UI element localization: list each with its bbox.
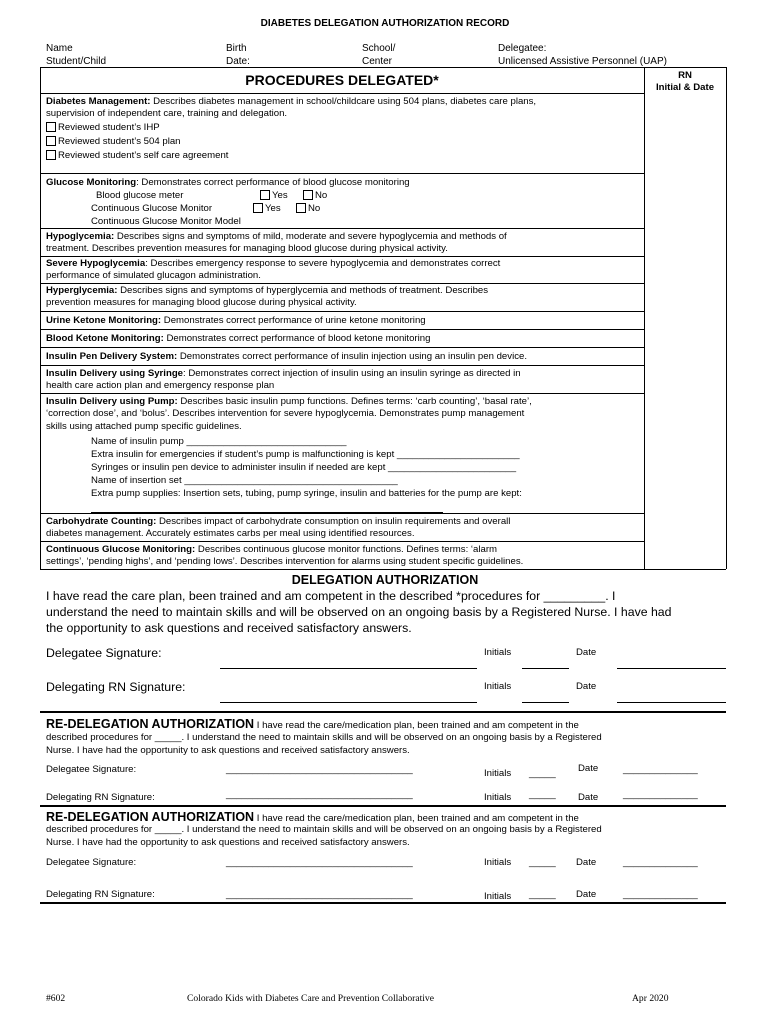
glucose-head: Glucose Monitoring: [46, 177, 137, 188]
redel1-initials-2: Initials: [484, 792, 512, 803]
redel2-date-1: Date: [576, 857, 597, 868]
row-divider: [40, 228, 644, 229]
footer-date: Apr 2020: [632, 993, 669, 1004]
pump-extra: Extra insulin for emergencies if student’s pump is malfunctioning is kept _______________________: [91, 449, 520, 460]
section-divider-3: [40, 902, 726, 904]
redel2-initials-line-2[interactable]: _____: [529, 889, 556, 900]
meter-no-label: No: [315, 190, 328, 201]
cgm-label: Continuous Glucose Monitor: [91, 203, 213, 214]
birth-label: Birth: [226, 43, 247, 54]
meter-no-checkbox[interactable]: [303, 190, 313, 200]
school-label: School/: [362, 43, 396, 54]
mgmt-text2: supervision of independent care, training and delegation.: [46, 108, 288, 119]
mgmt-line1: [46, 96, 642, 108]
urine-line: [46, 315, 642, 327]
pump-name: Name of insulin pump ______________________________: [91, 436, 347, 447]
redel2-rn-sig: Delegating RN Signature:: [46, 889, 155, 900]
meter-yes-label: Yes: [272, 190, 288, 201]
meter-yes: [260, 190, 288, 202]
procedures-title: PROCEDURES DELEGATED*: [245, 72, 439, 88]
delegatee-signature-line[interactable]: [220, 668, 477, 669]
name-label: Name: [46, 43, 73, 54]
table-right-border: [726, 67, 727, 569]
row-divider: [40, 513, 644, 514]
pump-line1: [46, 396, 642, 408]
hypo-head: Hypoglycemia:: [46, 231, 115, 242]
mgmt-head: Diabetes Management:: [46, 96, 151, 107]
syringe-head: Insulin Delivery using Syringe: [46, 368, 184, 379]
cgm-text2: settings’, ‘pending highs’, and ‘pending lows’. Describes intervention for alarms using student specific guidelines.: [46, 556, 524, 567]
pen-line: [46, 351, 642, 363]
redelegation-1-lead: I have read the care/medication plan, been trained and am competent in the: [254, 720, 579, 731]
pump-text3: skills using attached pump specific guidelines.: [46, 421, 242, 432]
cgm-yes-label: Yes: [265, 203, 281, 214]
urine-text: Demonstrates correct performance of urine ketone monitoring: [161, 315, 426, 326]
cgm-no-checkbox[interactable]: [296, 203, 306, 213]
hyper-text1: Describes signs and symptoms of hyperglycemia and methods of treatment. Describes: [117, 285, 489, 296]
meter-label: Blood glucose meter: [96, 190, 184, 201]
redel2-delegatee-sig: Delegatee Signature:: [46, 857, 137, 868]
redel2-initials-line-1[interactable]: _____: [529, 857, 556, 868]
severe-head: Severe Hypoglycemia: [46, 258, 146, 269]
blood-text: Demonstrates correct performance of blood ketone monitoring: [163, 333, 431, 344]
meter-yes-checkbox[interactable]: [260, 190, 270, 200]
birth-date-label: Date:: [226, 56, 250, 67]
syringe-text1: : Demonstrates correct injection of insulin using an insulin syringe as directed in: [183, 368, 521, 379]
carb-head: Carbohydrate Counting:: [46, 516, 157, 527]
selfcare-checkbox[interactable]: [46, 150, 56, 160]
cgm-no: [296, 203, 320, 215]
pump-text2: ‘correction dose’, and ‘bolus’. Describes intervention for severe hypoglycemia. Demonstrates pump management: [46, 408, 525, 419]
table-top-border: [40, 67, 726, 68]
footer-form-number: #602: [46, 993, 66, 1004]
redelegation-2-lead: I have read the care/medication plan, been trained and am competent in the: [254, 813, 579, 824]
glucose-text: : Demonstrates correct performance of blood glucose monitoring: [136, 177, 410, 188]
delegation-date-1: Date: [576, 647, 597, 658]
table-col-divider: [644, 67, 645, 569]
row-divider: [40, 365, 644, 366]
redel1-date-1: Date: [578, 763, 599, 774]
hyper-head: Hyperglycemia:: [46, 285, 118, 296]
redel1-date-line-2[interactable]: ______________: [623, 789, 698, 800]
severe-text2: performance of simulated glucagon administration.: [46, 270, 261, 281]
redelegation-1-title: RE-DELEGATION AUTHORIZATION: [46, 717, 255, 731]
cgm-head: Continuous Glucose Monitoring:: [46, 544, 196, 555]
table-bottom-border: [40, 569, 726, 570]
carb-text1: Describes impact of carbohydrate consumption on insulin requirements and overall: [156, 516, 511, 527]
redel2-initials-2: Initials: [484, 891, 512, 902]
redelegation-1-text3: Nurse. I have had the opportunity to ask questions and received satisfactory answers.: [46, 745, 410, 756]
redelegation-2-text3: Nurse. I have had the opportunity to ask questions and received satisfactory answers.: [46, 837, 410, 848]
table-left-border: [40, 67, 41, 569]
row-divider: [40, 256, 644, 257]
delegation-title: DELEGATION AUTHORIZATION: [291, 573, 479, 587]
mgmt-cb-row3: [46, 150, 642, 162]
pen-head: Insulin Pen Delivery System:: [46, 351, 178, 362]
hypo-line1: [46, 231, 642, 243]
ihp-checkbox[interactable]: [46, 122, 56, 132]
cgm-yes: [253, 203, 281, 215]
delegation-rn-sig: Delegating RN Signature:: [46, 680, 186, 694]
pump-site: Name of insertion set ________________________________________: [91, 475, 398, 486]
delegation-initials-2: Initials: [484, 681, 512, 692]
center-label: Center: [362, 56, 393, 67]
redel1-initials-line-1[interactable]: _____: [529, 768, 556, 779]
row-divider: [40, 173, 644, 174]
redel1-delegatee-line[interactable]: ___________________________________: [226, 764, 413, 775]
redelegation-1-line1: [46, 715, 579, 733]
cgm-line1: [46, 544, 642, 556]
pen-text: Demonstrates correct performance of insulin injection using an insulin pen device.: [177, 351, 527, 362]
rn-col-line2: Initial & Date: [655, 82, 715, 93]
row-divider: [40, 541, 644, 542]
hypo-text1: Describes signs and symptoms of mild, moderate and severe hypoglycemia and methods of: [114, 231, 507, 242]
delegation-date-2: Date: [576, 681, 597, 692]
row-divider: [40, 347, 644, 348]
delegation-text1: I have read the care plan, been trained and am competent in the described *procedures for _________. I: [46, 589, 616, 603]
delegation-text3: the opportunity to ask questions and received satisfactory answers.: [46, 621, 412, 635]
rn-date-line[interactable]: [617, 702, 726, 703]
plan504-checkbox[interactable]: [46, 136, 56, 146]
record-title: DIABETES DELEGATION AUTHORIZATION RECORD: [260, 18, 510, 29]
row-divider: [40, 283, 644, 284]
blood-line: [46, 333, 642, 345]
section-divider-1: [40, 711, 726, 713]
blood-head: Blood Ketone Monitoring:: [46, 333, 164, 344]
mgmt-cb-row2: [46, 136, 642, 148]
redelegation-2-text2: described procedures for _____. I understand the need to maintain skills and will be observed on an ongoing basis by a Registered: [46, 824, 602, 835]
redelegation-1-text2: described procedures for _____. I understand the need to maintain skills and will be observed on an ongoing basis by a Registered: [46, 732, 602, 743]
cgm-yes-checkbox[interactable]: [253, 203, 263, 213]
redel1-initials-line-2[interactable]: _____: [529, 789, 556, 800]
carb-line1: [46, 516, 642, 528]
cgm-no-label: No: [308, 203, 321, 214]
redel2-date-2: Date: [576, 889, 597, 900]
redel2-date-line-1[interactable]: ______________: [623, 857, 698, 868]
redel1-date-2: Date: [578, 792, 599, 803]
delegation-delegatee-sig: Delegatee Signature:: [46, 646, 162, 660]
mgmt-cb3-label: Reviewed student’s self care agreement: [58, 150, 229, 161]
row-divider: [40, 329, 644, 330]
redel1-rn-line[interactable]: ___________________________________: [226, 789, 413, 800]
carb-text2: diabetes management. Accurately estimates carbs per meal using identified resources.: [46, 528, 415, 539]
rn-signature-line[interactable]: [220, 702, 477, 703]
row-divider: [40, 393, 644, 394]
redel2-initials-1: Initials: [484, 857, 512, 868]
redel1-delegatee-sig: Delegatee Signature:: [46, 764, 137, 775]
uap-label: Unlicensed Assistive Personnel (UAP): [498, 56, 667, 67]
redel2-date-line-2[interactable]: ______________: [623, 889, 698, 900]
student-label: Student/Child: [46, 56, 107, 67]
section-divider-2: [40, 805, 726, 807]
urine-head: Urine Ketone Monitoring:: [46, 315, 162, 326]
glucose-line: [46, 177, 642, 189]
syringe-text2: health care action plan and emergency response plan: [46, 380, 275, 391]
mgmt-cb-row1: [46, 122, 642, 134]
redel1-date-line-1[interactable]: ______________: [623, 764, 698, 775]
redel2-delegatee-line[interactable]: ___________________________________: [226, 857, 413, 868]
row-divider: [40, 311, 644, 312]
syringe-line1: [46, 368, 642, 380]
delegatee-date-line[interactable]: [617, 668, 726, 669]
redel1-initials-1: Initials: [484, 768, 512, 779]
redel1-rn-sig: Delegating RN Signature:: [46, 792, 155, 803]
mgmt-text1: Describes diabetes management in school/childcare using 504 plans, diabetes care plans,: [153, 96, 537, 107]
delegation-initials-1: Initials: [484, 647, 512, 658]
title-row-divider: [40, 93, 644, 94]
mgmt-cb1-label: Reviewed student’s IHP: [58, 122, 160, 133]
delegatee-label: Delegatee:: [498, 43, 547, 54]
rn-initials-line[interactable]: [522, 702, 569, 703]
delegatee-initials-line[interactable]: [522, 668, 569, 669]
hypo-text2: treatment. Describes prevention measures for managing blood glucose during physical activity.: [46, 243, 448, 254]
rn-col-line1: RN: [678, 70, 692, 81]
footer-org: Colorado Kids with Diabetes Care and Prevention Collaborative: [187, 993, 434, 1004]
meter-no: [303, 190, 327, 202]
pump-head: Insulin Delivery using Pump:: [46, 396, 178, 407]
pump-syringes: Syringes or insulin pen device to administer insulin if needed are kept ________________________: [91, 462, 517, 473]
mgmt-cb2-label: Reviewed student’s 504 plan: [58, 136, 181, 147]
delegation-text2: understand the need to maintain skills and will be observed on an ongoing basis by a Registered Nurse. I have had: [46, 605, 672, 619]
hyper-text2: prevention measures for managing blood glucose during physical activity.: [46, 297, 357, 308]
redel2-rn-line[interactable]: ___________________________________: [226, 889, 413, 900]
hyper-line1: [46, 285, 642, 297]
severe-line1: [46, 258, 642, 270]
cgm-model: Continuous Glucose Monitor Model: [91, 216, 241, 227]
cgm-text1: Describes continuous glucose monitor functions. Defines terms: ‘alarm: [195, 544, 498, 555]
pump-text1: Describes basic insulin pump functions. Defines terms: ‘carb counting’, ‘basal rate’,: [177, 396, 532, 407]
severe-text1: : Describes emergency response to severe hypoglycemia and demonstrates correct: [145, 258, 501, 269]
redelegation-2-title: RE-DELEGATION AUTHORIZATION: [46, 810, 255, 824]
pump-supplies: Extra pump supplies: Insertion sets, tubing, pump syringe, insulin and batteries for the pump are kept:: [91, 488, 522, 499]
